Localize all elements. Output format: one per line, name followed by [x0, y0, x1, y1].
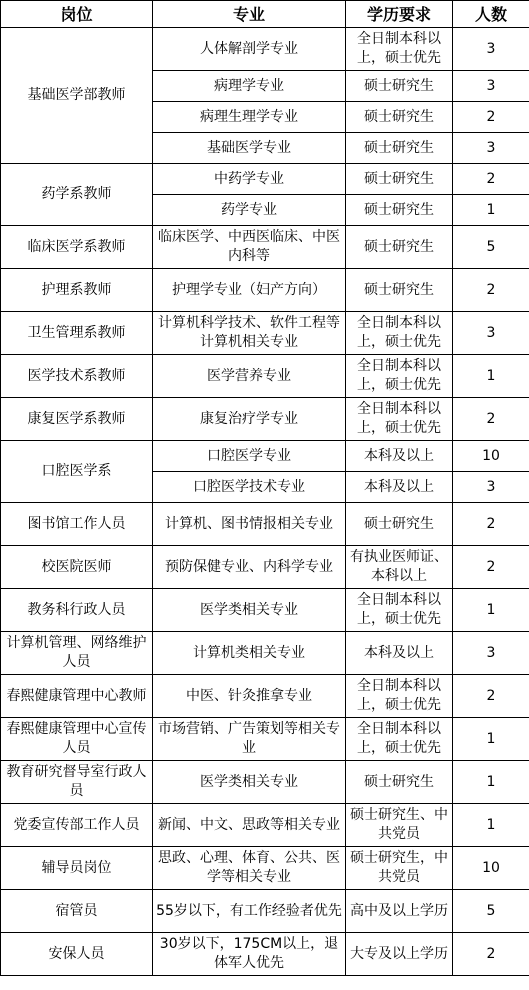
position-cell: 临床医学系教师: [1, 226, 153, 269]
count-cell: 2: [453, 269, 529, 312]
count-cell: 3: [453, 71, 529, 102]
education-cell: 硕士研究生: [346, 71, 453, 102]
position-cell: 党委宣传部工作人员: [1, 804, 153, 847]
table-row: [1, 761, 529, 804]
position-cell: 安保人员: [1, 933, 153, 976]
education-cell: 全日制本科以上，硕士优先: [346, 355, 453, 398]
education-cell: 本科及以上: [346, 441, 453, 472]
count-cell: 5: [453, 226, 529, 269]
major-cell: 55岁以下，有工作经验者优先: [153, 890, 346, 933]
count-cell: 3: [453, 133, 529, 164]
education-cell: 全日制本科以上，硕士优先: [346, 28, 453, 71]
education-cell: 硕士研究生: [346, 503, 453, 546]
position-cell: 辅导员岗位: [1, 847, 153, 890]
education-cell: 大专及以上学历: [346, 933, 453, 976]
count-cell: 2: [453, 398, 529, 441]
header-major: 专业: [153, 1, 346, 28]
major-cell: 药学专业: [153, 195, 346, 226]
table-row: [1, 164, 529, 195]
table-row: [1, 398, 529, 441]
table-row: [1, 312, 529, 355]
position-cell: 教育研究督导室行政人员: [1, 761, 153, 804]
table-row: [1, 675, 529, 718]
major-cell: 人体解剖学专业: [153, 28, 346, 71]
major-cell: 病理学专业: [153, 71, 346, 102]
position-cell: 卫生管理系教师: [1, 312, 153, 355]
table-row: [1, 28, 529, 71]
position-cell: 宿管员: [1, 890, 153, 933]
position-cell: 校医院医师: [1, 546, 153, 589]
count-cell: 2: [453, 503, 529, 546]
major-cell: 医学类相关专业: [153, 589, 346, 632]
major-cell: 病理生理学专业: [153, 102, 346, 133]
major-cell: 预防保健专业、内科学专业: [153, 546, 346, 589]
education-cell: 硕士研究生: [346, 102, 453, 133]
education-cell: 硕士研究生: [346, 195, 453, 226]
education-cell: 硕士研究生: [346, 164, 453, 195]
major-cell: 30岁以下，175CM以上，退体军人优先: [153, 933, 346, 976]
major-cell: 护理学专业（妇产方向）: [153, 269, 346, 312]
table-row: [1, 589, 529, 632]
table-row: [1, 632, 529, 675]
position-cell: 基础医学部教师: [1, 28, 153, 164]
major-cell: 计算机类相关专业: [153, 632, 346, 675]
count-cell: 1: [453, 195, 529, 226]
table-row: [1, 441, 529, 472]
count-cell: 1: [453, 804, 529, 847]
major-cell: 口腔医学技术专业: [153, 472, 346, 503]
education-cell: 全日制本科以上，硕士优先: [346, 398, 453, 441]
education-cell: 全日制本科以上，硕士优先: [346, 675, 453, 718]
position-cell: 春熙健康管理中心教师: [1, 675, 153, 718]
position-cell: 口腔医学系: [1, 441, 153, 503]
count-cell: 2: [453, 933, 529, 976]
count-cell: 1: [453, 355, 529, 398]
header-position: 岗位: [1, 1, 153, 28]
education-cell: 全日制本科以上，硕士优先: [346, 312, 453, 355]
count-cell: 1: [453, 761, 529, 804]
education-cell: 有执业医师证、本科以上: [346, 546, 453, 589]
major-cell: 基础医学专业: [153, 133, 346, 164]
count-cell: 3: [453, 28, 529, 71]
education-cell: 硕士研究生: [346, 133, 453, 164]
education-cell: 本科及以上: [346, 472, 453, 503]
education-cell: 硕士研究生，中共党员: [346, 847, 453, 890]
major-cell: 中药学专业: [153, 164, 346, 195]
major-cell: 市场营销、广告策划等相关专业: [153, 718, 346, 761]
education-cell: 全日制本科以上，硕士优先: [346, 589, 453, 632]
position-cell: 教务科行政人员: [1, 589, 153, 632]
position-cell: 康复医学系教师: [1, 398, 153, 441]
major-cell: 口腔医学专业: [153, 441, 346, 472]
position-cell: 图书馆工作人员: [1, 503, 153, 546]
table-row: [1, 933, 529, 976]
education-cell: 硕士研究生: [346, 761, 453, 804]
major-cell: 医学营养专业: [153, 355, 346, 398]
count-cell: 2: [453, 546, 529, 589]
count-cell: 10: [453, 441, 529, 472]
count-cell: 1: [453, 718, 529, 761]
education-cell: 硕士研究生: [346, 269, 453, 312]
count-cell: 2: [453, 102, 529, 133]
count-cell: 1: [453, 589, 529, 632]
education-cell: 本科及以上: [346, 632, 453, 675]
table-row: [1, 804, 529, 847]
table-row: [1, 546, 529, 589]
major-cell: 康复治疗学专业: [153, 398, 346, 441]
header-row: [1, 1, 529, 28]
count-cell: 10: [453, 847, 529, 890]
table-row: [1, 226, 529, 269]
table-row: [1, 503, 529, 546]
education-cell: 硕士研究生、中共党员: [346, 804, 453, 847]
major-cell: 计算机科学技术、软件工程等计算机相关专业: [153, 312, 346, 355]
education-cell: 硕士研究生: [346, 226, 453, 269]
table-row: [1, 355, 529, 398]
count-cell: 2: [453, 675, 529, 718]
count-cell: 3: [453, 472, 529, 503]
count-cell: 5: [453, 890, 529, 933]
table-row: [1, 269, 529, 312]
position-cell: 计算机管理、网络维护人员: [1, 632, 153, 675]
header-count: 人数: [453, 1, 529, 28]
major-cell: 计算机、图书情报相关专业: [153, 503, 346, 546]
major-cell: 中医、针灸推拿专业: [153, 675, 346, 718]
table-row: [1, 847, 529, 890]
major-cell: 临床医学、中西医临床、中医内科等: [153, 226, 346, 269]
position-cell: 药学系教师: [1, 164, 153, 226]
header-education: 学历要求: [346, 1, 453, 28]
education-cell: 高中及以上学历: [346, 890, 453, 933]
major-cell: 思政、心理、体育、公共、医学等相关专业: [153, 847, 346, 890]
count-cell: 3: [453, 632, 529, 675]
count-cell: 3: [453, 312, 529, 355]
position-cell: 医学技术系教师: [1, 355, 153, 398]
major-cell: 医学类相关专业: [153, 761, 346, 804]
position-cell: 护理系教师: [1, 269, 153, 312]
position-cell: 春熙健康管理中心宣传人员: [1, 718, 153, 761]
table-row: [1, 890, 529, 933]
education-cell: 全日制本科以上，硕士优先: [346, 718, 453, 761]
count-cell: 2: [453, 164, 529, 195]
table-row: [1, 718, 529, 761]
major-cell: 新闻、中文、思政等相关专业: [153, 804, 346, 847]
